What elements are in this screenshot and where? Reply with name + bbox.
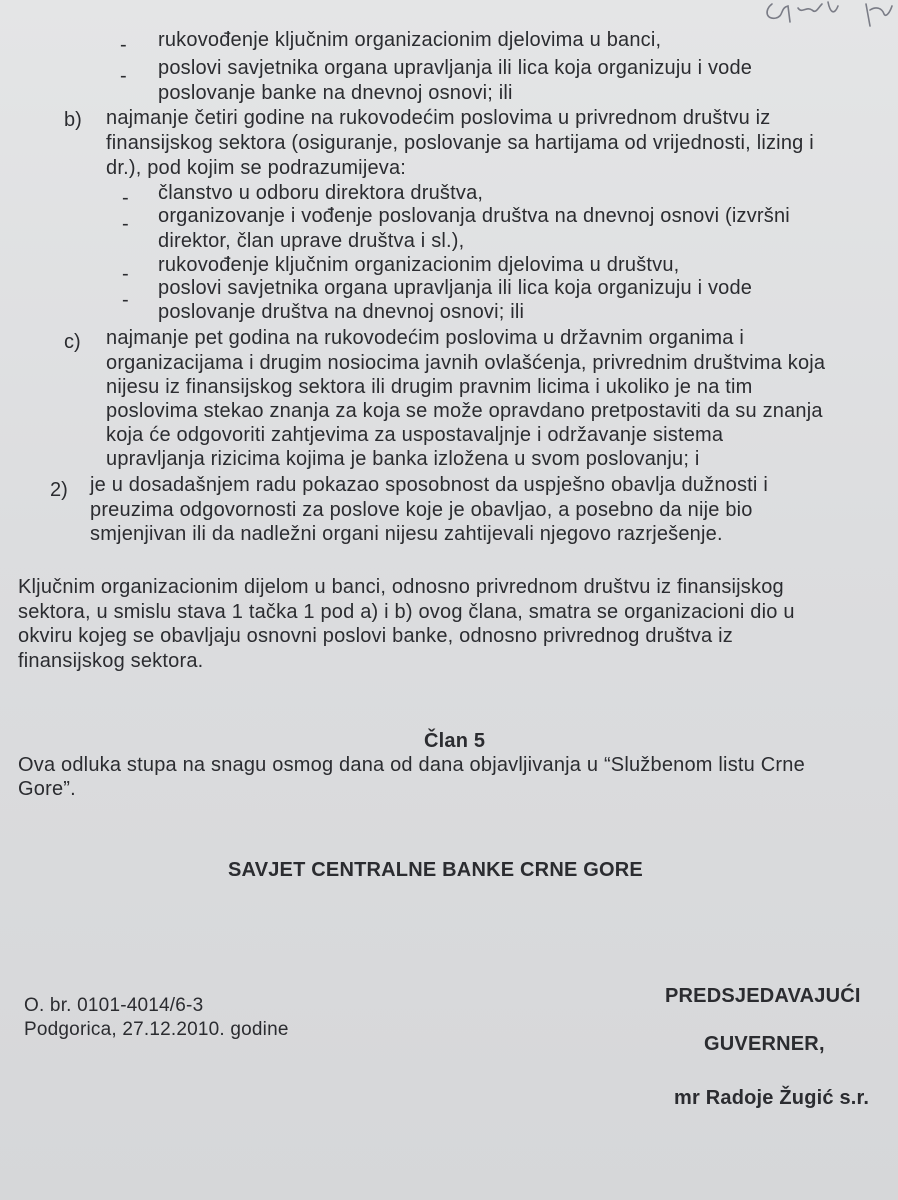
bullet-dash: - bbox=[122, 213, 129, 235]
bullet-a-2 bbox=[158, 56, 874, 80]
paragraph-line-2: sektora, u smislu stava 1 tačka 1 pod a) i b) ovog člana, smatra se organizacioni dio u bbox=[18, 601, 795, 623]
item-c-line-1: najmanje pet godina na rukovodećim poslovima u državnim organima i bbox=[106, 327, 744, 349]
item-2-line-2: preuzima odgovornosti za poslove koje je obavljao, a posebno da nije bio bbox=[90, 499, 753, 521]
bullet-a-2-cont: poslovanje banke na dnevnoj osnovi; ili bbox=[158, 82, 513, 104]
bullet-b-2: organizovanje i vođenje poslovanja društva na dnevnoj osnovi (izvršni bbox=[158, 205, 790, 227]
bullet-b-4-cont: poslovanje društva na dnevnoj osnovi; ili bbox=[158, 301, 525, 323]
article-5-line-2: Gore”. bbox=[18, 778, 76, 800]
item-b-line-2: finansijskog sektora (osiguranje, poslovanje sa hartijama od vrijednosti, lizing i bbox=[106, 132, 814, 154]
item-2-line-3: smjenjivan ili da nadležni organi nijesu zahtijevali njegovo razrješenje. bbox=[90, 523, 723, 545]
reference-place-date: Podgorica, 27.12.2010. godine bbox=[24, 1019, 289, 1040]
bullet-a-2-text: poslovi savjetnika organa upravljanja ili lica koja organizuju i vode bbox=[158, 57, 753, 79]
item-c-line-6: upravljanja rizicima kojima je banka izložena u svom poslovanju; i bbox=[106, 448, 700, 470]
item-c-marker: c) bbox=[64, 331, 81, 353]
bullet-dash: - bbox=[120, 65, 127, 87]
signature-role: PREDSJEDAVAJUĆI bbox=[665, 985, 861, 1007]
item-b-marker: b) bbox=[64, 109, 82, 131]
item-c-line-2: organizacijama i drugim nosiocima javnih ovlašćenja, privrednim društvima koja bbox=[106, 352, 826, 374]
bullet-b-1: članstvo u odboru direktora društva, bbox=[158, 182, 484, 204]
item-c-line-3: nijesu iz finansijskog sektora ili drugim pravnim licima i ukoliko je na tim bbox=[106, 376, 753, 398]
paragraph-line-4: finansijskog sektora. bbox=[18, 650, 204, 672]
bullet-dash: - bbox=[122, 263, 129, 285]
handwritten-scribble bbox=[758, 0, 898, 40]
bullet-dash: - bbox=[122, 187, 129, 209]
item-b-line-1: najmanje četiri godine na rukovodećim poslovima u privrednom društvu iz bbox=[106, 107, 771, 129]
bullet-dash: - bbox=[122, 289, 129, 311]
council-name: SAVJET CENTRALNE BANKE CRNE GORE bbox=[228, 859, 643, 881]
bullet-dash: - bbox=[120, 34, 127, 56]
bullet-b-2-cont: direktor, član uprave društva i sl.), bbox=[158, 230, 465, 252]
item-b-line-3: dr.), pod kojim se podrazumijeva: bbox=[106, 157, 407, 179]
item-2-line-1: je u dosadašnjem radu pokazao sposobnost da uspješno obavlja dužnosti i bbox=[90, 474, 768, 496]
item-c-line-5: koja će odgovoriti zahtjevima za uspostavaljnje i održavanje sistema bbox=[106, 424, 724, 446]
article-5-heading: Član 5 bbox=[424, 730, 486, 752]
item-2-marker: 2) bbox=[50, 479, 68, 501]
item-c-line-4: poslovima stekao znanja za koja se može opravdano pretpostaviti da su znanja bbox=[106, 400, 823, 422]
article-5-line-1: Ova odluka stupa na snagu osmog dana od dana objavljivanja u “Službenom listu Crne bbox=[18, 754, 805, 776]
paragraph-line-3: okviru kojeg se obavljaju osnovni poslovi banke, odnosno privrednog društva iz bbox=[18, 625, 733, 647]
bullet-b-4: poslovi savjetnika organa upravljanja ili lica koja organizuju i vode bbox=[158, 277, 753, 299]
bullet-a-1: rukovođenje ključnim organizacionim djelovima u banci, bbox=[158, 29, 662, 51]
signature-name: mr Radoje Žugić s.r. bbox=[674, 1087, 870, 1109]
bullet-b-3: rukovođenje ključnim organizacionim djelovima u društvu, bbox=[158, 254, 680, 276]
signature-title: GUVERNER, bbox=[704, 1033, 825, 1055]
reference-number: O. br. 0101-4014/6-3 bbox=[24, 995, 204, 1016]
paragraph-line-1: Ključnim organizacionim dijelom u banci, odnosno privrednom društvu iz finansijskog bbox=[18, 576, 784, 598]
